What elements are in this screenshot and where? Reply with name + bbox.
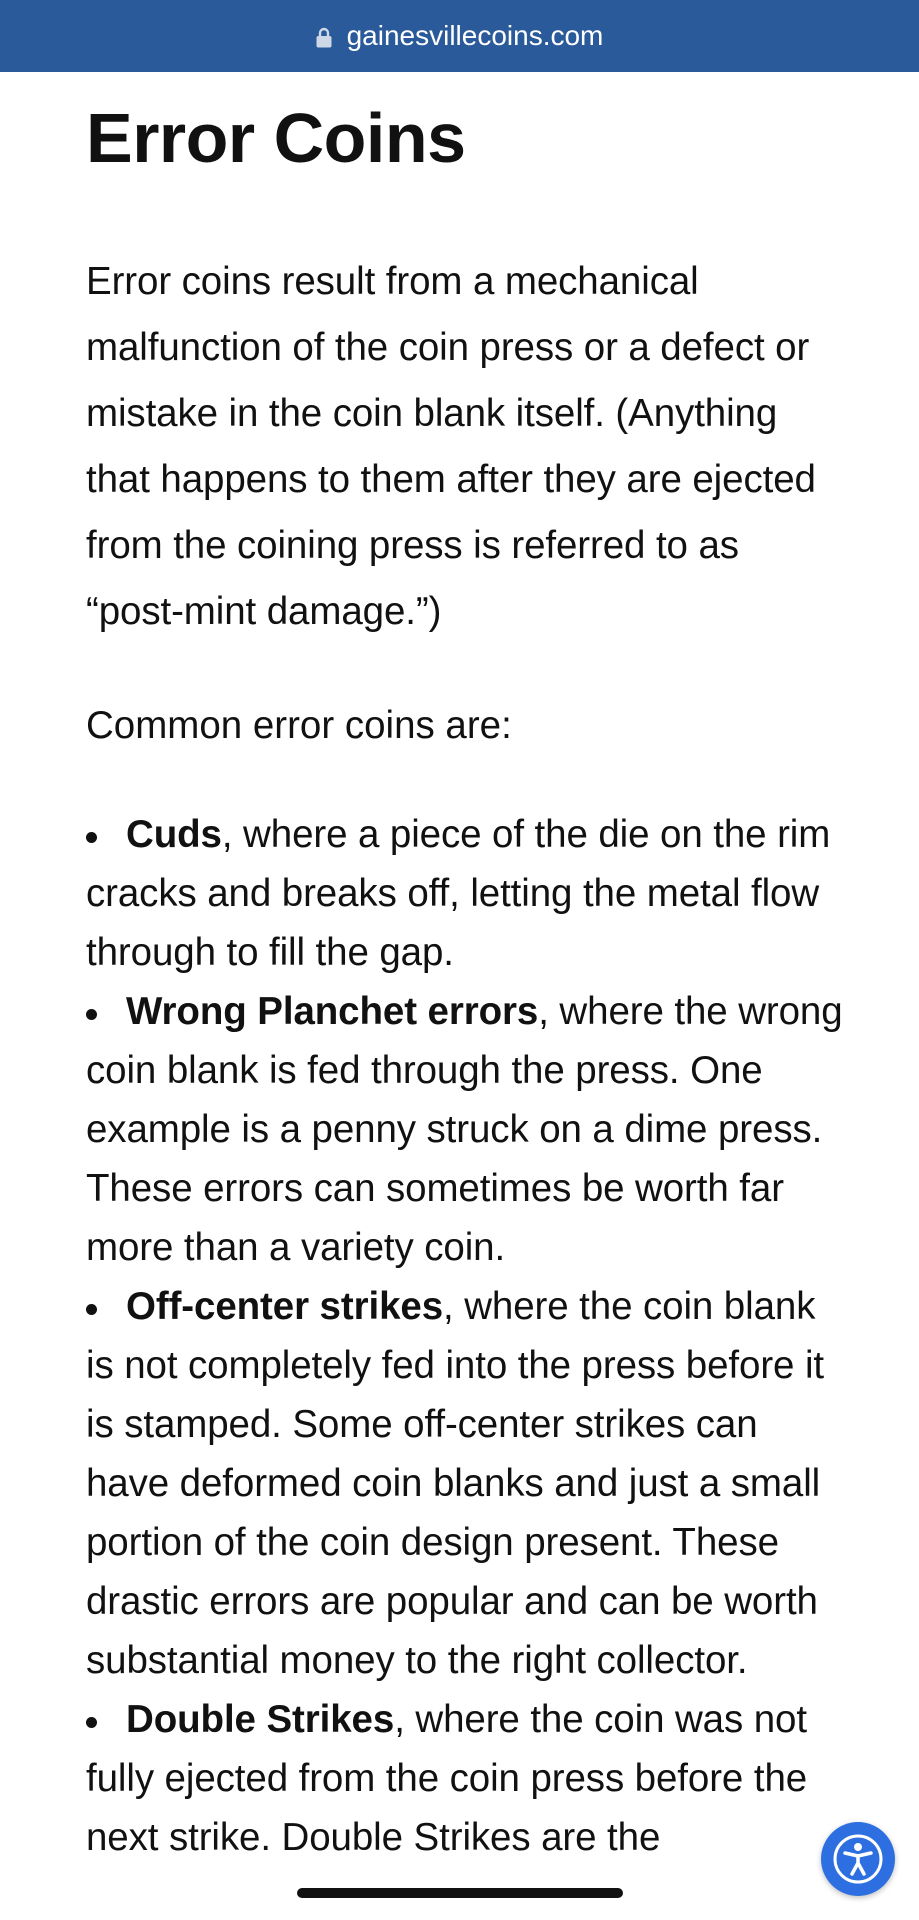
accessibility-button[interactable] [821, 1822, 895, 1896]
list-item [86, 1277, 846, 1690]
page-title: Error Coins [86, 99, 466, 177]
list-item-text: , where a piece of the die on the rim cracks and breaks off, letting the metal flow through to fill the gap. [86, 813, 831, 974]
list-item-term: Double Strikes [126, 1698, 395, 1741]
url-text: gainesvillecoins.com [346, 20, 604, 51]
list-item-text: , where the wrong coin blank is fed through the press. One example is a penny struck on a dime press. These errors can sometimes be worth far more than a variety coin. [86, 990, 843, 1269]
list-item-text: , where the coin blank is not completely fed into the press before it is stamped. Some off-center strikes can have deformed coin blanks and just a small portion of the coin design present. These drastic errors are popular and can be worth substantial money to the right collector. [86, 1285, 824, 1682]
list-lead: Common error coins are: [86, 704, 512, 747]
list-item-text: , where the coin was not fully ejected from the coin press before the next strike. Double Strikes are the [86, 1698, 808, 1859]
accessibility-icon [832, 1833, 884, 1885]
home-indicator[interactable] [297, 1888, 623, 1898]
bullet-icon [86, 832, 97, 843]
bullet-icon [86, 1009, 97, 1020]
intro-paragraph: Error coins result from a mechanical malfunction of the coin press or a defect or mistake in the coin blank itself. (Anything that happens to them after they are ejected from the coining press is referred to as “post-mint damage.”) [86, 260, 816, 633]
article [86, 72, 846, 1867]
lock-icon [316, 27, 332, 48]
error-coin-list [86, 805, 846, 1867]
list-item [86, 982, 846, 1277]
bullet-icon [86, 1717, 97, 1728]
list-item-term: Wrong Planchet errors [126, 990, 539, 1033]
list-item [86, 1690, 846, 1867]
list-item-term: Cuds [126, 813, 222, 856]
list-item [86, 805, 846, 982]
bullet-icon [86, 1304, 97, 1315]
browser-url-bar[interactable] [0, 0, 919, 72]
list-item-term: Off-center strikes [126, 1285, 444, 1328]
